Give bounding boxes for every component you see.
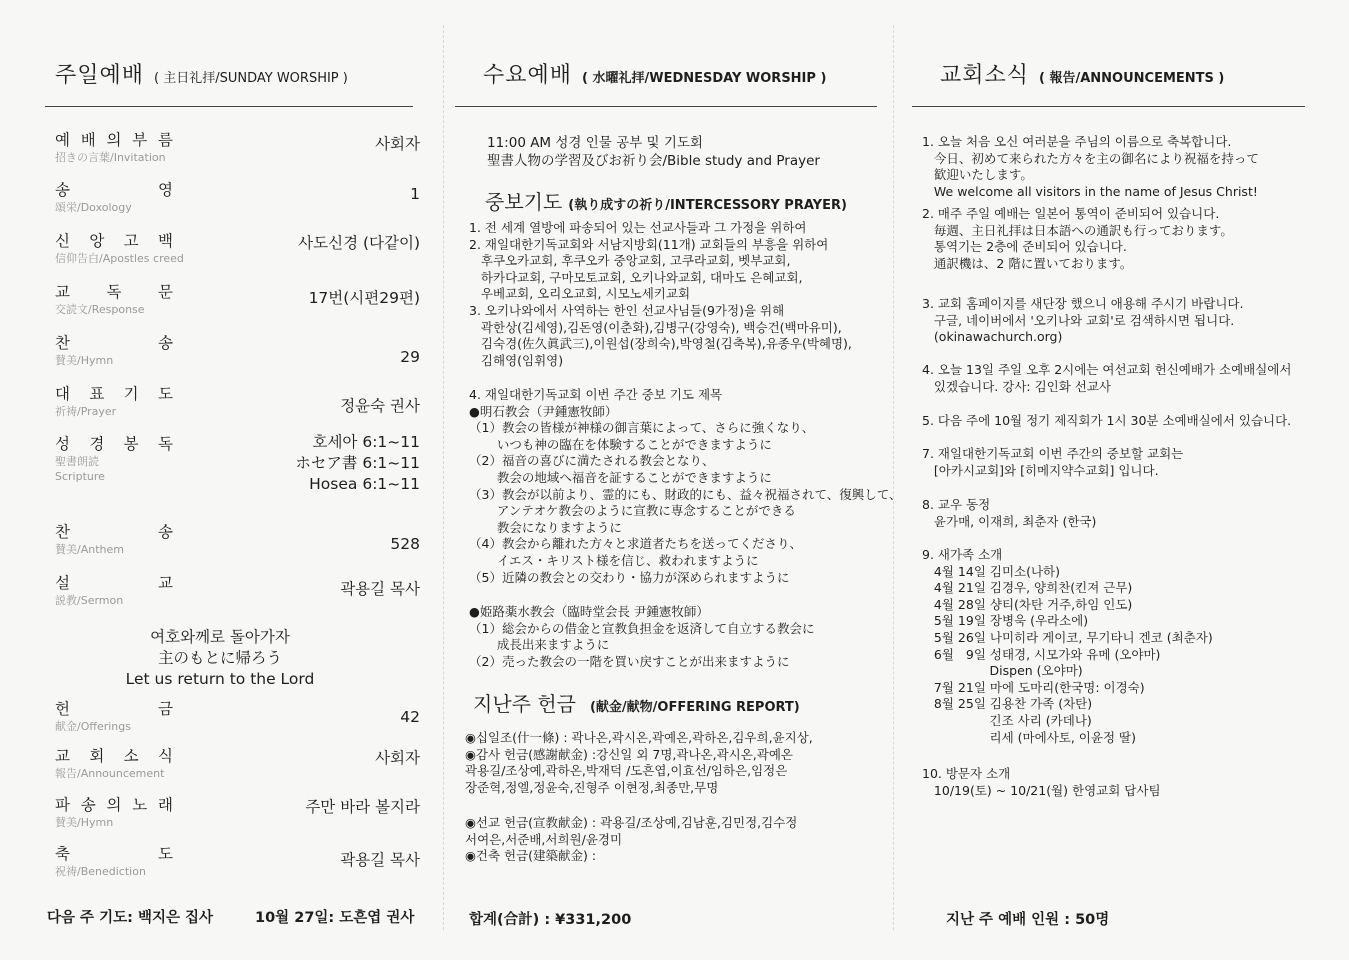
service-item-name [55,520,173,542]
service-item-subtitle: 交読文/Response [55,303,145,316]
service-item-value: 주만 바라 볼지라 [305,798,420,816]
service-item-char: 도 [157,385,173,403]
service-item-subtitle: 招きの言葉/Invitation [55,151,166,164]
header-rule [45,106,413,107]
announcements-subtitle: ( 報告/ANNOUNCEMENTS ) [1039,71,1225,86]
announcement-line: 윤가매, 이재희, 최춘자 (한국) [922,513,1097,529]
service-item-char: 찬 [55,523,70,541]
announcement-line: 1. 오늘 처음 오신 여러분을 주님의 이름으로 축복합니다. [922,134,1232,149]
service-item-name [55,842,173,864]
service-item-char: 금 [158,700,173,718]
intercession-subtitle: (執り成すの祈り/INTERCESSORY PRAYER) [568,198,847,213]
offering-subtitle: (献金/献物/OFFERING REPORT) [589,700,800,715]
service-item-char: 교 [158,574,173,592]
announcement-line: 8월 25일 김용찬 가족 (차탄) [922,696,1093,712]
announcement-item [922,134,1259,200]
text-line: ◉십일조(什一條) : 곽나온,곽시온,곽예온,곽하온,김우희,윤지상, [465,730,813,745]
service-item-char: 봉 [123,435,139,453]
text-line: 서여은,서준배,서희원/윤경미 [465,831,623,847]
service-item-subtitle: 賛美/Anthem [55,543,124,556]
announcement-line: 2. 매주 주일 예배는 일본어 통역이 준비되어 있습니다. [922,206,1220,221]
announcement-line: 5. 다음 주에 10월 정기 제직회가 1시 30분 소예배실에서 있습니다. [922,413,1292,428]
wednesday-time [487,134,820,170]
text-line: 우베교회, 오리오교회, 시모노세키교회 [469,286,691,302]
text-line: 1. 전 세계 열방에 파송되어 있는 선교사들과 그 가정을 위하여 [469,220,807,235]
announcement-item [922,296,1243,346]
sunday-worship-column [45,0,420,960]
offering-title: 지난주 헌금 [473,692,576,716]
announcement-line: 통역기는 2층에 준비되어 있습니다. [922,239,1127,255]
sermon-title-en: Let us return to the Lord [125,670,315,688]
offering-list [465,730,813,796]
announcement-line: 9. 새가족 소개 [922,547,1003,562]
service-item [55,178,420,226]
service-item-value: 사회자 [375,749,420,767]
service-item [55,793,420,841]
announcements-column [912,0,1307,960]
prayer-topics-akashi [469,387,901,586]
service-item-subtitle: 信仰告白/Apostles creed [55,252,184,265]
announcement-line: 毎週、主日礼拝は日本語への通訳も行っております。 [922,222,1233,238]
announcement-line: 8. 교우 동정 [922,497,991,512]
text-line: 教会の地域へ福音を証することができますように [469,469,772,485]
service-item-char: 표 [89,385,105,403]
text-line: （5）近隣の教会との交わり・協力が深められますように [469,569,790,585]
text-line: 장준혁,정엘,정윤숙,진형주 이현정,최종만,무명 [465,779,719,795]
service-item-char: 경 [89,435,105,453]
announcement-line: 今日、初めて来られた方々を主の御名により祝福を持って [922,150,1259,166]
announcement-line: 긴조 사리 (카데나) [922,712,1092,728]
announcement-line: We welcome all visitors in the name of Jesus Christ! [922,183,1258,199]
service-item-name [55,697,173,719]
text-line: 하카다교회, 구마모토교회, 오키나와교회, 대마도 은혜교회, [469,269,803,285]
service-item-name [55,382,173,404]
service-item [55,128,420,176]
text-line: 김해영(임휘영) [469,352,564,368]
announcement-line: 3. 교회 홈페이지를 새단장 했으니 애용해 주시기 바랍니다. [922,296,1244,311]
service-item-name [55,793,173,815]
announcement-line: Dispen (오야마) [922,663,1083,679]
prayer-topics-himeji [469,604,814,670]
service-item-char: 신 [55,232,70,250]
text-line: 成長出来ますように [469,637,610,653]
service-item-value: 42 [400,708,420,726]
announcement-item [922,362,1291,395]
announcement-item [922,547,1213,746]
text-line: 곽용길/조상예,곽하온,박재덕 /도흔엽,이효선/임하은,임정은 [465,763,788,779]
service-item-char: 성 [55,435,70,453]
service-item-name [55,229,173,251]
service-item-char: 설 [55,574,70,592]
intercession-header [485,186,847,215]
service-item-char: 예 [55,131,70,149]
service-item-char: 기 [123,385,139,403]
sunday-title: 주일예배 [55,63,145,88]
service-item-char: 문 [158,283,173,301]
service-item-char: 노 [132,796,148,814]
sermon-title-ja: 主のもとに帰ろう [157,649,282,667]
announcement-line: 5월 19일 장병욱 (우라소에) [922,613,1089,629]
service-item-char: 영 [158,181,173,199]
service-item-char: 교 [55,283,70,301]
announcement-line: 4. 오늘 13일 주일 오후 2시에는 여선교회 헌신예배가 소예배실에서 [922,362,1292,377]
announcement-line: 4월 14일 김미소(나하) [922,563,1061,579]
service-item-char: 의 [106,796,122,814]
announcement-line: 7. 재일대한기독교회 이번 주간의 중보할 교회는 [922,446,1184,461]
service-item-subtitle: 賛美/Hymn [55,816,114,829]
text-line: （1）教会の皆様が神様の御言葉によって、さらに強くなり、 [469,420,815,436]
service-item-char: 도 [158,845,173,863]
service-item-char: 백 [157,232,173,250]
service-item-value: 곽용길 목사 [340,580,420,598]
announcement-line: 歓迎いたします。 [922,167,1033,183]
text-line: ◉건축 헌금(建築献金) : [465,848,597,864]
service-item-value: 1 [410,185,420,203]
service-item-value: 사도신경 (다같이) [298,234,420,252]
announcement-item [922,206,1233,272]
service-item-subtitle: 賛美/Hymn [55,354,114,367]
announcement-line: 4월 28일 샹티(차탄 거주,하임 인도) [922,596,1133,612]
service-item-subtitle: 祈祷/Prayer [55,405,117,418]
announcement-line: 있겠습니다. 강사: 김인화 선교사 [922,378,1112,394]
service-item-char: 고 [123,232,139,250]
text-line: 곽한상(김세영),김돈영(이춘화),김병구(강영숙), 백승건(백마유미), [469,319,842,335]
next-week-prayer: 다음 주 기도: 백지은 집사 [47,910,214,926]
announcement-line: 5월 26일 나미히라 게이코, 무기타니 겐코 (최춘자) [922,629,1213,645]
announcement-line: 구글, 네이버에서 '오키나와 교회'로 검색하시면 됩니다. [922,312,1235,328]
text-line: イエス・キリスト様を信じ、救われますように [469,552,759,568]
service-item-name [55,331,173,353]
service-item-name [55,178,173,200]
sunday-header [55,58,348,89]
announcement-line: 通訳機は、2 階に置いております。 [922,255,1133,271]
intercession-list [469,220,852,369]
wednesday-worship-column [455,0,902,960]
service-item-char: 송 [55,181,70,199]
announcement-line: 7월 21일 마에 도마리(한국명: 이경숙) [922,679,1145,695]
service-item-char: 름 [158,131,173,149]
text-line: ●明石教会（尹鍾憲牧師） [469,403,618,419]
service-item-char: 래 [158,796,173,814]
service-item-char: 회 [89,747,105,765]
announcement-line: 리세 (마에사토, 이윤정 딸) [922,729,1136,745]
service-item-char: 대 [55,385,70,403]
service-item-char: 송 [80,796,96,814]
announcement-line: 4월 21일 김경우, 양희찬(킨져 근무) [922,580,1133,596]
service-item-subtitle: 説教/Sermon [55,594,124,607]
text-line: 教会になりますように [469,519,622,535]
service-item [55,382,420,430]
attendance: 지난 주 예배 인원 : 50명 [946,912,1110,928]
service-item-subtitle: 頌栄/Doxology [55,201,132,214]
service-item [55,744,420,792]
intercession-title: 중보기도 [485,190,563,214]
service-item-name [55,571,173,593]
service-item-value: 정윤숙 권사 [340,397,420,415]
service-item-value: 17번(시편29편) [308,289,420,307]
text-line: （1）総会からの借金と宣教負担金を返済して自立する教会に [469,620,815,636]
announcement-line: 10. 방문자 소개 [922,766,1011,781]
text-line: （2）売った教会の一階を買い戻すことが出来ますように [469,653,790,669]
service-item [55,697,420,745]
service-item-char: 독 [157,435,173,453]
service-item-subtitle: 祝祷/Benediction [55,865,146,878]
announcement-item [922,497,1096,530]
service-item-char: 소 [123,747,139,765]
announcements-header [940,58,1224,89]
time-line: 11:00 AM 성경 인물 공부 및 기도회 [487,135,703,151]
service-item-subtitle: 聖書朗読 Scripture [55,455,105,483]
service-item-name [55,280,173,302]
text-line: （3）教会が以前より、霊的にも、財政的にも、益々祝福されて、復興して、 [469,486,902,502]
service-item-value: 호세아 6:1~11 ホセア書 6:1~11 Hosea 6:1~11 [295,433,420,493]
time-line-ja: 聖書人物の学習及びお祈り会/Bible study and Prayer [487,153,820,169]
service-item-char: 식 [157,747,173,765]
text-line: 3. 오키나와에서 사역하는 한인 선교사님들(9가정)을 위해 [469,302,785,318]
sermon-title [35,627,405,690]
announcement-line: (okinawachurch.org) [922,329,1063,345]
service-item-char: 부 [132,131,148,149]
offering-list-2 [465,815,797,865]
text-line: ◉감사 헌금(感謝献金) :강신일 외 7명,곽나온,곽시온,곽예온 [465,746,793,762]
text-line: （4）教会から離れた方々と求道者たちを送ってくださり、 [469,536,802,552]
announcement-line: 10/19(토) ~ 10/21(월) 한영교회 답사팀 [922,782,1161,798]
service-item-char: 축 [55,845,70,863]
fold-line [443,25,444,930]
service-item-name [55,744,173,766]
service-item [55,842,420,890]
announcements-title: 교회소식 [940,63,1030,88]
service-item-name [55,432,173,454]
service-item-char: 교 [55,747,70,765]
service-item [55,571,420,619]
oct27-prayer: 10월 27일: 도흔엽 권사 [255,910,415,926]
wednesday-subtitle: ( 水曜礼拝/WEDNESDAY WORSHIP ) [582,71,827,86]
service-item-value: 곽용길 목사 [340,851,420,869]
service-item-value: 528 [390,535,420,553]
text-line: 후쿠오카교회, 후쿠오카 중앙교회, 고쿠라교회, 벳부교회, [469,253,791,269]
service-item-name [55,128,173,150]
offering-header [473,688,800,717]
text-line: （2）福音の喜びに満たされる教会となり、 [469,453,715,469]
service-item [55,432,420,493]
service-item-char: 의 [106,131,122,149]
text-line: いつも神の臨在を体験することができますように [469,436,772,452]
announcement-item [922,446,1183,479]
text-line: 김숙경(佐久眞武三),이원섭(장희숙),박영철(김축복),유종우(박혜명), [469,336,852,352]
service-item [55,331,420,379]
service-item-char: 파 [55,796,70,814]
wednesday-header [483,58,826,89]
text-line: ●姫路薬水教会（臨時堂会長 尹鍾憲牧師） [469,604,709,619]
text-line: 4. 재일대한기독교회 이번 주간 중보 기도 제목 [469,387,723,402]
announcement-item [922,766,1161,799]
announcement-line: 6월 9일 성태경, 시모가와 유메 (오야마) [922,646,1161,662]
service-item [55,520,420,568]
text-line: 2. 재일대한기독교회와 서남지방회(11개) 교회들의 부흥을 위하여 [469,236,829,252]
text-line: ◉선교 헌금(宣教献金) : 곽용길/조상예,김남훈,김민정,김수정 [465,815,798,830]
service-item-subtitle: 献金/Offerings [55,720,131,733]
sunday-subtitle: ( 主日礼拝/SUNDAY WORSHIP ) [154,71,348,86]
wednesday-title: 수요예배 [483,63,573,88]
header-rule [912,106,1305,107]
announcement-item [922,413,1291,430]
service-item-char: 헌 [55,700,70,718]
service-item-subtitle: 報告/Announcement [55,767,165,780]
service-item-char: 송 [158,334,173,352]
service-item-char: 배 [80,131,96,149]
offering-total: 합계(合計) : ¥331,200 [469,912,632,928]
service-item [55,280,420,328]
service-item-char: 찬 [55,334,70,352]
service-item-char: 독 [106,283,122,301]
service-item-value: 29 [400,348,420,366]
header-rule [455,106,877,107]
service-item-char: 송 [158,523,173,541]
service-item [55,229,420,277]
text-line: アンテオケ教会のように宣教に専念することができる [469,503,796,519]
service-item-char: 앙 [89,232,105,250]
sermon-title-ko: 여호와께로 돌아가자 [150,628,290,646]
announcement-line: [아카시교회]와 [히메지약수교회] 입니다. [922,462,1159,478]
service-item-value: 사회자 [375,135,420,153]
